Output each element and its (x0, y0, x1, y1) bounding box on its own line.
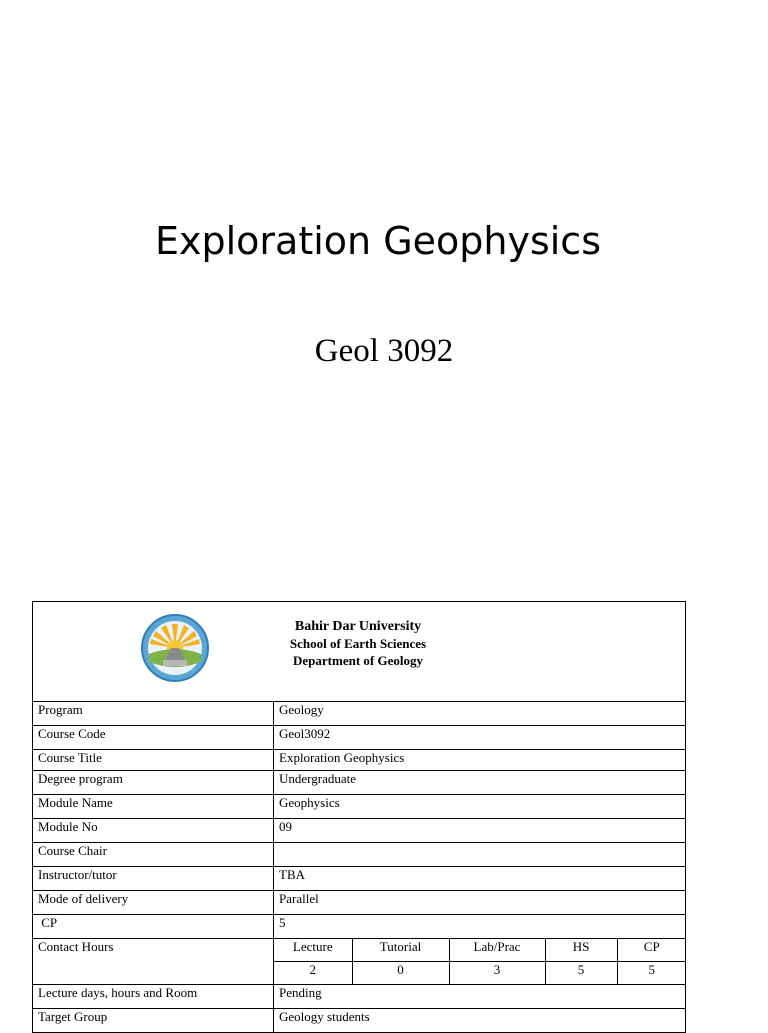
row-value: TBA (274, 867, 686, 891)
department-name: Department of Geology (293, 653, 423, 668)
row-value: Geophysics (274, 795, 686, 819)
row-label: CP (33, 915, 274, 939)
table-row (33, 726, 686, 750)
contact-hours-label: Contact Hours (33, 939, 274, 985)
row-label: Module No (33, 819, 274, 843)
hours-header-row (274, 939, 686, 962)
hours-value: 2 (309, 962, 316, 977)
hours-value: 0 (352, 962, 449, 985)
row-value: 5 (274, 915, 686, 939)
table-row (33, 819, 686, 843)
hours-value-row (274, 962, 686, 985)
row-label: Target Group (33, 1009, 274, 1033)
university-seal-icon (141, 614, 209, 682)
table-row (33, 795, 686, 819)
hours-value: 3 (449, 962, 545, 985)
contact-hours-table (274, 939, 686, 984)
table-row (33, 867, 686, 891)
row-label: Instructor/tutor (33, 867, 274, 891)
row-value: Pending (274, 985, 686, 1009)
row-value: Exploration Geophysics (274, 750, 686, 771)
row-value: Parallel (274, 891, 686, 915)
row-label: Degree program (33, 771, 274, 795)
row-label: Module Name (33, 795, 274, 819)
table-row (33, 915, 686, 939)
row-label: Course Chair (33, 843, 274, 867)
hours-header: CP (617, 939, 686, 962)
row-label: Course Title (33, 750, 274, 771)
hours-value: 5 (545, 962, 617, 985)
school-name: School of Earth Sciences (289, 636, 427, 651)
row-value (274, 843, 686, 867)
hours-header: Lab/Prac (449, 939, 545, 962)
table-row (33, 702, 686, 726)
row-value: Geology (274, 702, 686, 726)
header-cell (33, 602, 686, 702)
table-row (33, 771, 686, 795)
header-row (33, 602, 686, 702)
table-row (33, 843, 686, 867)
row-label: Lecture days, hours and Room (33, 985, 274, 1009)
row-value: 09 (274, 819, 686, 843)
hours-header: HS (545, 939, 617, 962)
course-code-heading: Geol 3092 (314, 333, 454, 369)
row-label: Program (33, 702, 274, 726)
hours-header: Lecture (274, 939, 352, 962)
row-value: Undergraduate (274, 771, 686, 795)
course-info-table (32, 601, 686, 1033)
contact-hours-row (33, 939, 686, 985)
table-row (33, 891, 686, 915)
hours-header: Tutorial (352, 939, 449, 962)
university-name: Bahir Dar University (294, 619, 422, 634)
row-label: Mode of delivery (33, 891, 274, 915)
table-row (33, 1009, 686, 1033)
hours-value: 5 (617, 962, 686, 985)
contact-hours-cell (274, 939, 686, 985)
table-row (33, 985, 686, 1009)
document-title: Exploration Geophysics (154, 219, 602, 263)
row-value: Geol3092 (274, 726, 686, 750)
institution-block (283, 618, 433, 669)
table-row (33, 750, 686, 771)
row-value: Geology students (274, 1009, 686, 1033)
row-label: Course Code (33, 726, 274, 750)
